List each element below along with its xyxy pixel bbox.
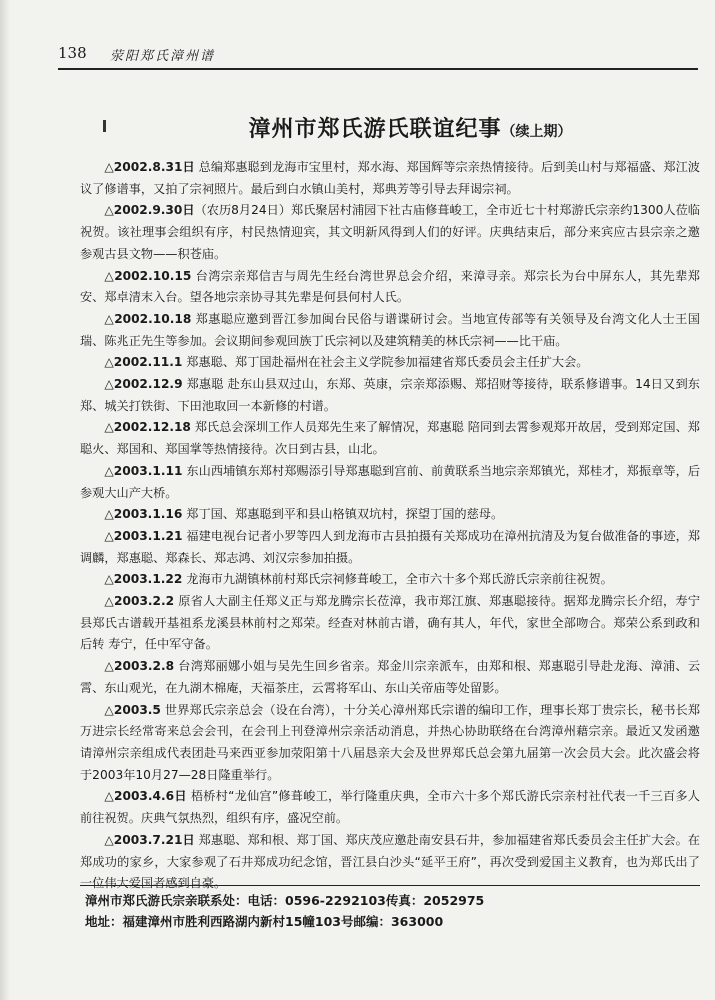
entry-date: △2003.5 <box>104 702 161 717</box>
entry <box>80 526 700 569</box>
entry <box>80 504 700 526</box>
entry-text: 台湾宗亲郑信吉与周先生经台湾世界总会介绍，来漳寻亲。郑宗长为台中屏东人，其先辈郑安、郑卓清末入台。望各地宗亲协寻其先辈是何县何村人氏。 <box>80 268 700 305</box>
book-title: 荥阳郑氏漳州谱 <box>110 49 216 64</box>
entry-text: 郑氏总会深圳工作人员郑先生来了解情况，郑惠聪 陪同到去霄参观郑开故居，受到郑定国、郑聪火、郑国和、郑国掌等热情接待。次日到古县，山北。 <box>80 420 700 457</box>
entry-text: 梧桥村“龙仙宫”修葺峻工，举行隆重庆典，全市六十多个郑氏游氏宗亲村社代表一千三百多人前往祝贺。庆典气氛热烈，组织有序，盛况空前。 <box>80 789 700 826</box>
entry-text: 郑惠聪 赴东山县双过山，东郑、英康，宗亲郑添赐、郑招财等接待，联系修谱事。14日又到东郑、城关打铁街、下田池取回一本新修的村谱。 <box>80 377 700 413</box>
page-header <box>58 40 698 66</box>
entry-date: △2002.10.15 <box>104 268 192 283</box>
entry <box>80 417 700 460</box>
entry-text: 福建电视台记者小罗等四人到龙海市古县拍摄有关郑成功在漳州抗清及为复台做准备的事迹，郑调麟，郑惠聪、郑森长、郑志鸿、刘汉宗参加拍摄。 <box>80 528 701 565</box>
entry-date: △2003.2.8 <box>104 659 175 674</box>
article-title-row <box>120 112 700 143</box>
entry-date: △2003.4.6日 <box>104 789 187 804</box>
entry-text: 郑丁国、郑惠聪到平和县山格镇双坑村，探望丁国的慈母。 <box>182 507 504 522</box>
entry-text: 郑惠聪应邀到晋江参加闽台民俗与谱谍研讨会。当地宣传部等有关领导及台湾文化人士王国瑞、陈兆正先生等参加。会议期间参观回族丁氏宗祠以及建筑精美的林氏宗祠——比干庙。 <box>80 311 700 348</box>
entry <box>80 309 700 352</box>
entry-text: 郑惠聪、郑和根、郑丁国、郑庆茂应邀赴南安县石井，参加福建省郑氏委员会主任扩大会。在郑成功的家乡，大家参观了石井郑成功纪念馆，晋江县白沙头“延平王府”，再次受到爱国主义教育，也为郑氏出了一位伟大爱国者感到自豪。 <box>80 832 700 891</box>
entry-date: △2002.9.30日 <box>104 203 195 218</box>
page-number: 138 <box>58 44 87 62</box>
entry <box>80 200 700 265</box>
entry-text: 东山西埔镇东郑村郑赐添引导郑惠聪到宫前、前黄联系当地宗亲郑镇光，郑桂才，郑振章等，后参观大山产大桥。 <box>80 463 701 500</box>
entry-date: △2002.12.18 <box>104 420 191 435</box>
entry <box>80 569 700 591</box>
entry <box>80 786 700 829</box>
contact-phone-line: 漳州市郑氏游氏宗亲联系处：电话：0596-2292103传真：2052975 <box>85 893 485 908</box>
article-subtitle: （续上期） <box>501 124 572 140</box>
entry-date: △2003.7.21日 <box>104 832 195 847</box>
entry-date: △2003.1.21 <box>104 528 183 543</box>
page-edge-shadow <box>0 0 10 1000</box>
entry-list <box>80 157 700 895</box>
entry-date: △2003.1.22 <box>104 572 183 587</box>
entry-text: 台湾郑丽娜小姐与吴先生回乡省亲。郑金川宗亲派车，由郑和根、郑惠聪引导赴龙海、漳浦、云霄、东山观光，在九湖木棉庵，天福茶庄，云霄将军山、东山关帝庙等处留影。 <box>80 659 701 695</box>
entry <box>80 374 700 417</box>
entry <box>80 656 700 699</box>
entry-date: △2002.8.31日 <box>104 160 195 174</box>
entry-date: △2002.12.9 <box>104 377 183 392</box>
entry-text: 原省人大副主任郑义正与郑龙腾宗长莅漳，我市郑江旗、郑惠聪接待。据郑龙腾宗长介绍，寿宁县郑氏古谱载开基祖系龙溪县林前村之郑荣。经查对林前古谱，确有其人，年代，家世全部吻合。郑荣公系到政和后转 寿宁，任中军守备。 <box>80 594 701 652</box>
contact-address-line: 地址：福建漳州市胜利西路湖内新村15幢103号邮编：363000 <box>85 914 444 929</box>
entry-text: 总编郑惠聪到龙海市宝里村，郑水海、郑国辉等宗亲热情接待。后到美山村与郑福盛、郑江波议了修谱事，又拍了宗祠照片。最后到白水镇山美村，郑典芳等引导去拜谒宗祠。 <box>80 160 700 196</box>
entry <box>80 352 700 374</box>
article <box>80 112 700 895</box>
entry <box>80 461 700 504</box>
article-title: 漳州市郑氏游氏联谊纪事 <box>248 117 502 142</box>
entry <box>80 591 700 656</box>
entry-date: △2002.10.18 <box>104 311 192 326</box>
entry-text: （农历8月24日）郑氏聚居村浦园下社古庙修葺峻工，全市近七十村郑游氏宗亲约1300人莅临祝贺。该社理事会组织有序，村民热情迎宾，其文明新风得到人们的好评。庆典结束后，部分来宾应古县宗亲之邀参观古县文物——积苍庙。 <box>80 203 700 261</box>
entry <box>80 157 700 200</box>
entry-date: △2003.2.2 <box>104 594 175 609</box>
entry-date: △2003.1.16 <box>104 507 183 522</box>
header-divider <box>58 68 698 70</box>
contact-block <box>85 890 700 932</box>
entry-date: △2002.11.1 <box>104 355 183 370</box>
entry-date: △2003.1.11 <box>104 463 183 478</box>
entry <box>80 266 700 309</box>
entry-text: 郑惠聪、郑丁国赴福州在社会主义学院参加福建省郑氏委员会主任扩大会。 <box>182 355 589 370</box>
entry-text: 龙海市九湖镇林前村郑氏宗祠修葺峻工，全市六十多个郑氏游氏宗亲前往祝贺。 <box>182 572 613 587</box>
entry <box>80 700 700 787</box>
footer-divider <box>80 885 700 886</box>
entry-text: 世界郑氏宗亲总会（设在台湾），十分关心漳州郑氏宗谱的编印工作，理事长郑丁贵宗长，秘书长郑万进宗长经常寄来总会会刊，在会刊上刊登漳州宗亲活动消息，并热心协助联络在台湾漳州藉宗亲。最近又发函邀请漳州宗亲组成代表团赴马来西亚参加荥阳第十八届恳亲大会及世界郑氏总会第九届第一次会员大会。此次盛会将于2003年10月27—28日隆重举行。 <box>80 702 701 782</box>
